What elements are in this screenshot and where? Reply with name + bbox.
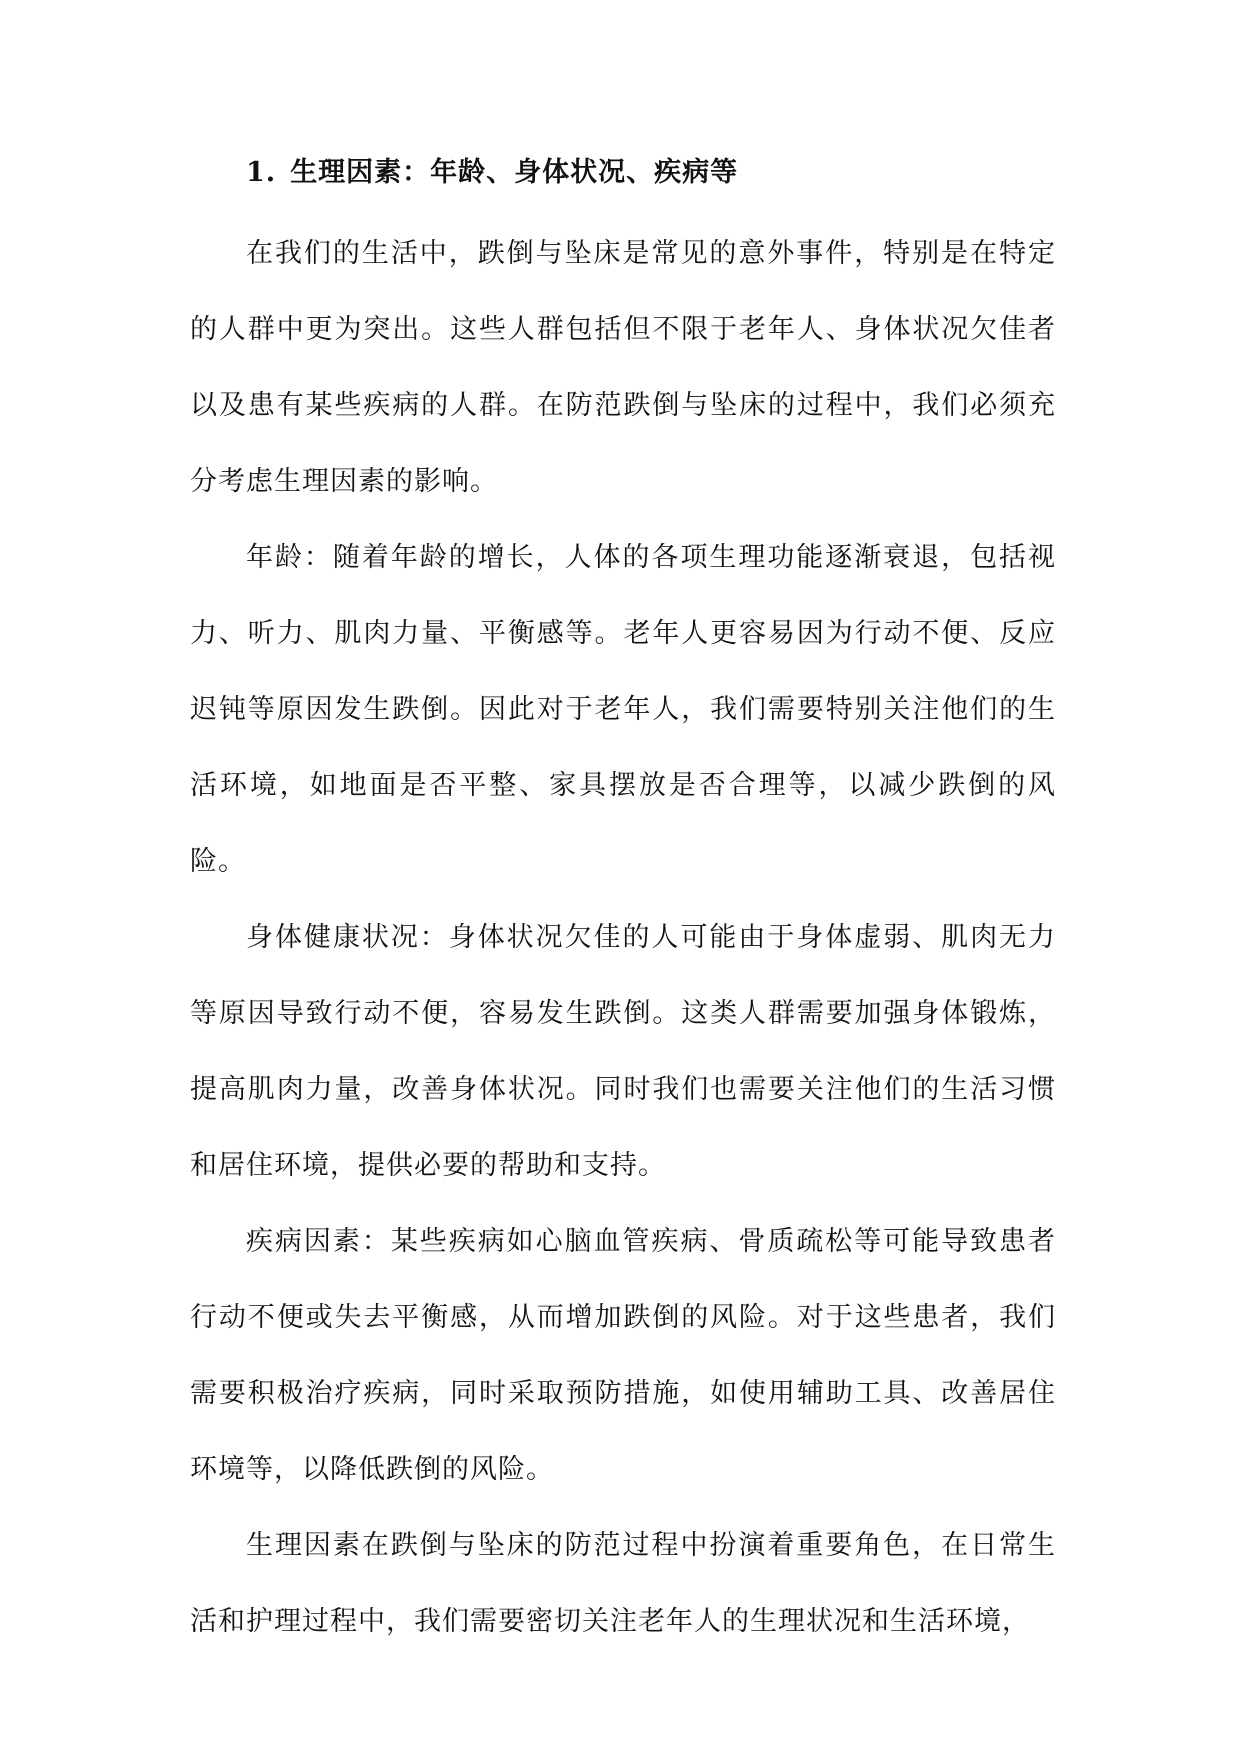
paragraph-age: 年龄：随着年龄的增长，人体的各项生理功能逐渐衰退，包括视力、听力、肌肉力量、平衡感等。老年人更容易因为行动不便、反应迟钝等原因发生跌倒。因此对于老年人，我们需要特别关注他们的生活环境，如地面是否平整、家具摆放是否合理等，以减少跌倒的风险。 [190,542,1056,877]
section-number: 1. [246,157,277,188]
section-title: 生理因素：年龄、身体状况、疾病等 [290,157,739,188]
paragraph-disease: 疾病因素：某些疾病如心脑血管疾病、骨质疏松等可能导致患者行动不便或失去平衡感，从而增加跌倒的风险。对于这些患者，我们需要积极治疗疾病，同时采取预防措施，如使用辅助工具、改善居住环境等，以降低跌倒的风险。 [190,1226,1056,1485]
page-content [190,148,1056,1660]
paragraph-health: 身体健康状况：身体状况欠佳的人可能由于身体虚弱、肌肉无力等原因导致行动不便，容易发生跌倒。这类人群需要加强身体锻炼，提高肌肉力量，改善身体状况。同时我们也需要关注他们的生活习惯和居住环境，提供必要的帮助和支持。 [190,922,1056,1181]
section-heading [190,148,1056,198]
paragraph-intro: 在我们的生活中，跌倒与坠床是常见的意外事件，特别是在特定的人群中更为突出。这些人群包括但不限于老年人、身体状况欠佳者以及患有某些疾病的人群。在防范跌倒与坠床的过程中，我们必须充分考虑生理因素的影响。 [190,238,1056,497]
paragraph-summary: 生理因素在跌倒与坠床的防范过程中扮演着重要角色，在日常生活和护理过程中，我们需要密切关注老年人的生理状况和生活环境， [190,1530,1056,1637]
